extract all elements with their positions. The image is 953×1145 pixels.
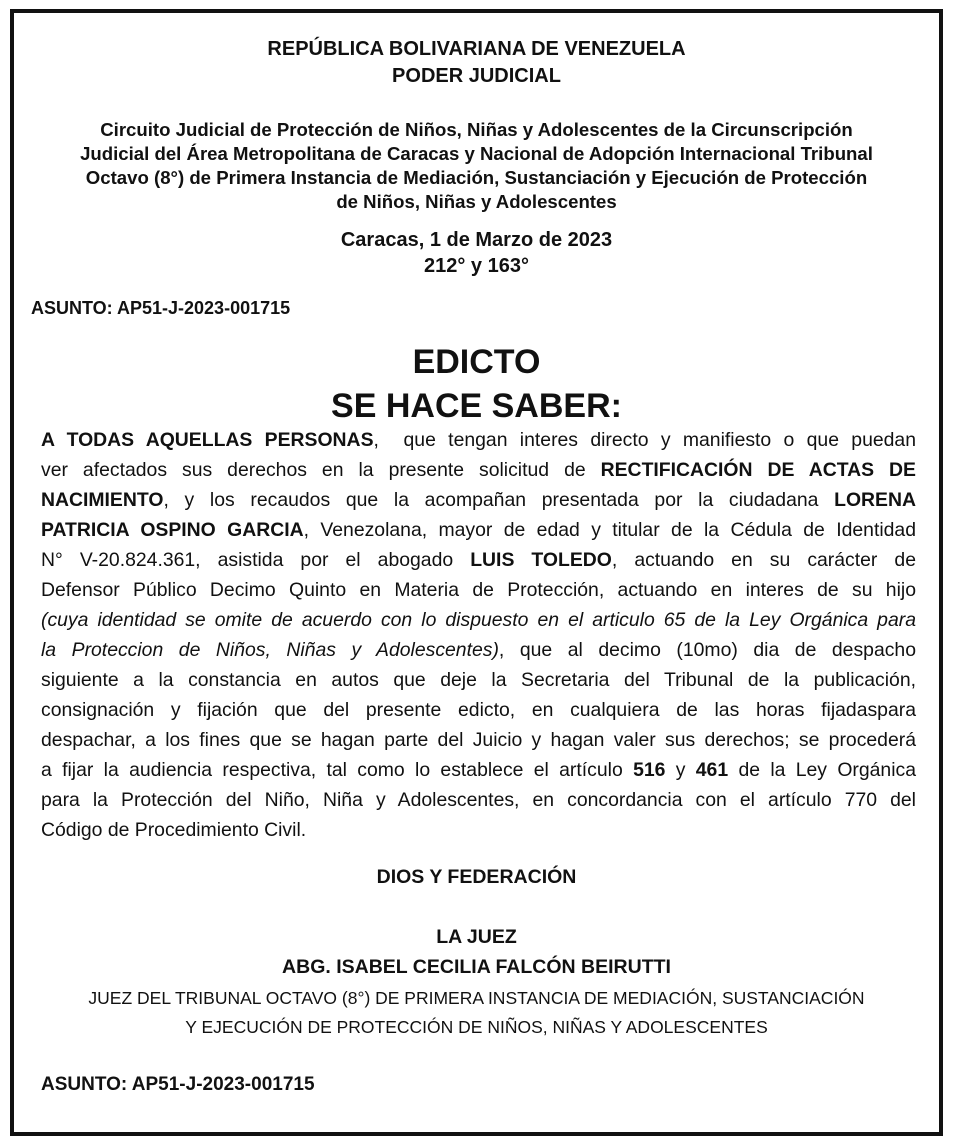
body-text: de la Ley Orgánica (728, 759, 916, 781)
bold-text: NACIMIENTO (41, 489, 164, 511)
body-text: , actuando en su carácter de (611, 549, 916, 571)
notice-subtitle: SE HACE SABER: (331, 387, 622, 425)
signer-name: ABG. ISABEL CECILIA FALCÓN BEIRUTTI (282, 956, 671, 978)
body-text: , y los recaudos que la acompañan presentada por la ciudadana (163, 489, 835, 511)
body-line (41, 635, 916, 665)
body-line (41, 725, 916, 755)
body-line (41, 605, 916, 635)
bold-text: RECTIFICACIÓN DE ACTAS DE (600, 459, 916, 481)
body-text: ver afectados sus derechos en la presente solicitud de (41, 459, 601, 481)
body-line (41, 485, 916, 515)
body-text: , que al decimo (10mo) dia de despacho (498, 639, 916, 661)
bold-text: PATRICIA OSPINO GARCIA (41, 519, 304, 541)
body-text: a fijar la audiencia respectiva, tal como lo establece el artículo (41, 759, 634, 781)
body-text: , que tengan interes directo y manifiesto o que puedan (373, 429, 917, 451)
signer-role-line: JUEZ DEL TRIBUNAL OCTAVO (8°) DE PRIMERA INSTANCIA DE MEDIACIÓN, SUSTANCIACIÓN (88, 988, 865, 1008)
closing-motto: DIOS Y FEDERACIÓN (376, 866, 577, 888)
circuit-line: Judicial del Área Metropolitana de Caracas y Nacional de Adopción Internacional Tribunal (80, 143, 873, 164)
body-line (41, 815, 916, 845)
body-text: y (665, 759, 696, 781)
place-date: Caracas, 1 de Marzo de 2023 (340, 229, 613, 251)
bold-text: LORENA (834, 489, 916, 511)
bold-text: A TODAS AQUELLAS PERSONAS (41, 429, 374, 451)
bold-text: 461 (695, 759, 729, 781)
body-text: siguiente a la constancia en autos que deje la Secretaria del Tribunal de la publicación, (41, 669, 916, 691)
body-text: N° V-20.824.361, asistida por el abogado (41, 549, 471, 571)
edict-title: EDICTO (412, 343, 541, 381)
years-of-independence: 212° y 163° (424, 255, 529, 277)
body-line (41, 425, 916, 455)
circuit-line: Circuito Judicial de Protección de Niños, Niñas y Adolescentes de la Circunscripción (100, 119, 853, 140)
republic-heading: REPÚBLICA BOLIVARIANA DE VENEZUELA (267, 38, 686, 60)
case-number-bottom: ASUNTO: AP51-J-2023-001715 (41, 1074, 315, 1095)
body-text: Código de Procedimiento Civil. (41, 819, 307, 841)
body-text: , Venezolana, mayor de edad y titular de la Cédula de Identidad (303, 519, 916, 541)
bold-text: 516 (633, 759, 666, 781)
circuit-line: Octavo (8°) de Primera Instancia de Mediación, Sustanciación y Ejecución de Protección (85, 167, 868, 188)
body-line (41, 665, 916, 695)
body-line (41, 455, 916, 485)
italic-text: la Proteccion de Niños, Niñas y Adolescentes) (41, 639, 499, 661)
body-line (41, 575, 916, 605)
body-text: para la Protección del Niño, Niña y Adolescentes, en concordancia con el artículo 770 del (41, 789, 916, 811)
body-line (41, 545, 916, 575)
bold-text: LUIS TOLEDO (470, 549, 612, 571)
body-line (41, 755, 916, 785)
body-line (41, 695, 916, 725)
italic-text: (cuya identidad se omite de acuerdo con lo dispuesto en el articulo 65 de la Ley Orgánica para (41, 609, 916, 631)
circuit-line: de Niños, Niñas y Adolescentes (336, 191, 617, 212)
judicial-power-heading: PODER JUDICIAL (392, 65, 561, 87)
body-line (41, 785, 916, 815)
body-line (41, 515, 916, 545)
body-text: despachar, a los fines que se hagan parte del Juicio y hagan valer sus derechos; se procederá (41, 729, 916, 751)
body-text: Defensor Público Decimo Quinto en Materia de Protección, actuando en interes de su hijo (41, 579, 916, 601)
signer-role-line: Y EJECUCIÓN DE PROTECCIÓN DE NIÑOS, NIÑAS Y ADOLESCENTES (185, 1017, 768, 1037)
body-text: consignación y fijación que del presente edicto, en cualquiera de las horas fijadaspara (41, 699, 916, 721)
signer-title: LA JUEZ (436, 926, 517, 948)
case-number-top: ASUNTO: AP51-J-2023-001715 (31, 298, 291, 318)
